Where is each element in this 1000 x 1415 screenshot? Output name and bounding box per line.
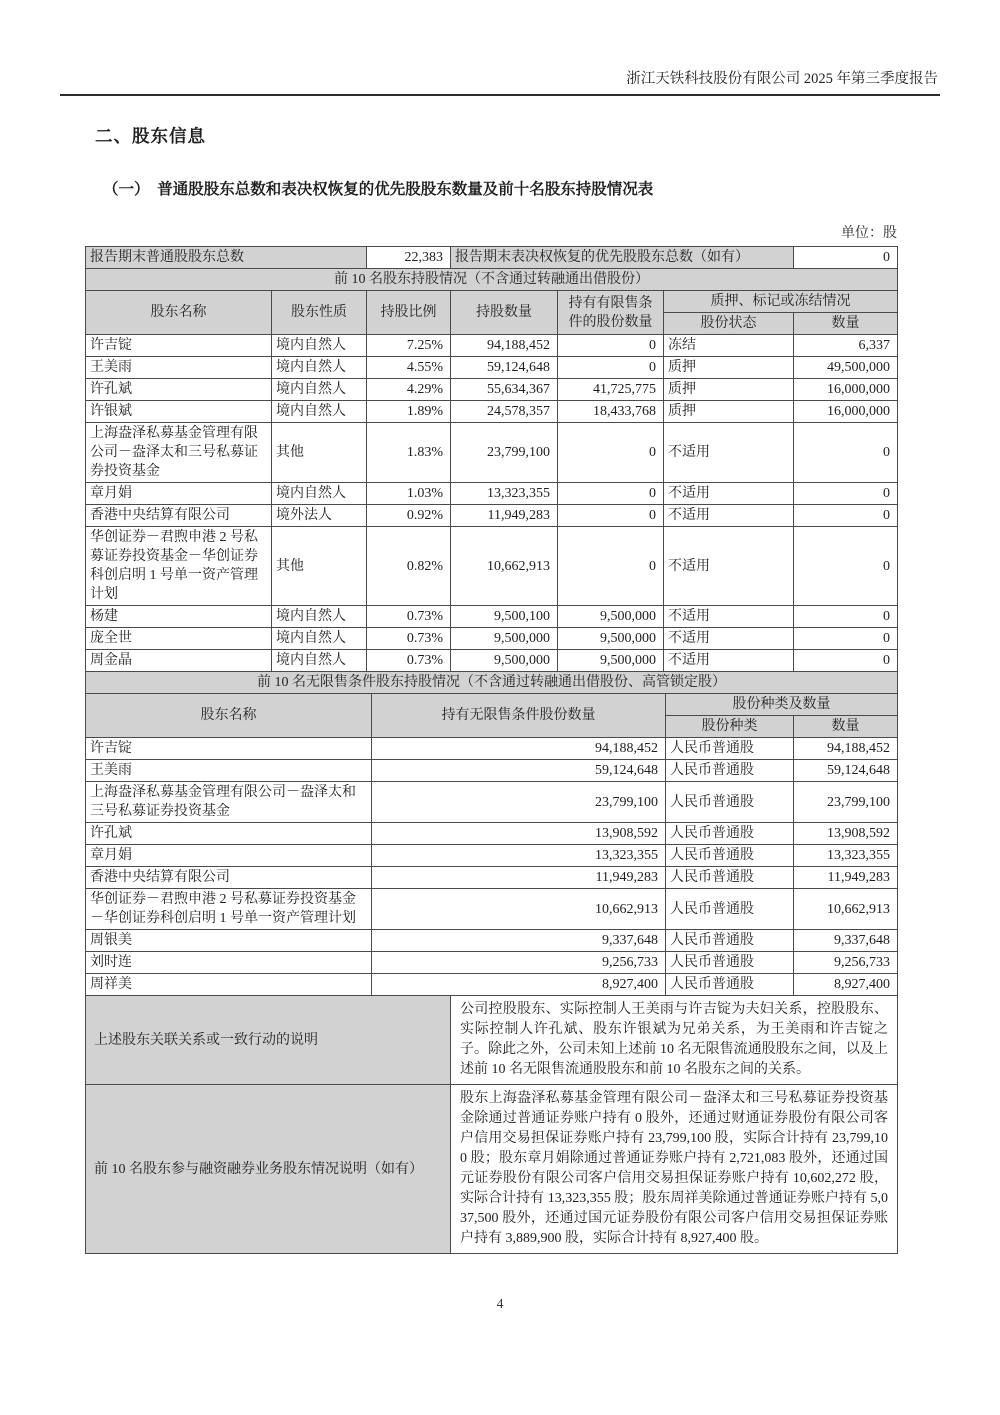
restricted-shares-cell: 41,725,775 [558,379,664,401]
col-restricted-shares: 持有有限售条件的股份数量 [558,291,664,335]
pledge-quantity-cell: 49,500,000 [794,357,898,379]
share-quantity-cell: 10,662,913 [794,889,898,930]
unrestricted-shares-cell: 10,662,913 [372,889,666,930]
unrestricted-shareholder-row [86,889,898,930]
shareholder-name-cell: 刘时连 [86,952,372,974]
pledge-quantity-cell: 0 [794,483,898,505]
shareholder-name-cell: 许吉锭 [86,335,272,357]
restricted-shares-cell: 9,500,000 [558,628,664,650]
unrestricted-shareholder-row [86,930,898,952]
shareholder-row [86,379,898,401]
shareholder-row [86,650,898,672]
share-status-cell: 质押 [664,357,794,379]
shareholder-nature-cell: 境内自然人 [272,483,367,505]
col-shareholder-nature: 股东性质 [272,291,367,335]
share-status-cell: 质押 [664,379,794,401]
pledge-quantity-cell: 6,337 [794,335,898,357]
shareholder-row [86,606,898,628]
preferred-shareholders-label: 报告期末表决权恢复的优先股股东总数（如有） [451,247,794,269]
shareholder-name-cell: 章月娟 [86,845,372,867]
share-type-cell: 人民币普通股 [666,867,794,889]
shareholder-name-cell: 华创证券－君煦申港 2 号私募证券投资基金－华创证券科创启明 1 号单一资产管理计划 [86,527,272,606]
share-status-cell: 不适用 [664,628,794,650]
share-quantity-cell: 9,256,733 [794,952,898,974]
holding-ratio-cell: 0.73% [367,650,451,672]
unrestricted-shares-cell: 13,323,355 [372,845,666,867]
share-type-cell: 人民币普通股 [666,760,794,782]
share-status-cell: 不适用 [664,606,794,628]
top10-unrestricted-table [85,671,898,996]
unrestricted-shareholder-row [86,867,898,889]
note-row [86,1085,898,1254]
shareholder-name-cell: 香港中央结算有限公司 [86,505,272,527]
shareholder-nature-cell: 境内自然人 [272,335,367,357]
shareholder-nature-cell: 境内自然人 [272,401,367,423]
shareholder-nature-cell: 其他 [272,527,367,606]
share-status-cell: 冻结 [664,335,794,357]
shareholder-nature-cell: 境内自然人 [272,606,367,628]
holding-shares-cell: 55,634,367 [451,379,558,401]
shareholder-nature-cell: 其他 [272,423,367,483]
restricted-shares-cell: 18,433,768 [558,401,664,423]
shareholder-nature-cell: 境内自然人 [272,379,367,401]
col-unrestricted-shares: 持有无限售条件股份数量 [372,694,666,738]
restricted-shares-cell: 0 [558,505,664,527]
restricted-shares-cell: 9,500,000 [558,650,664,672]
share-status-cell: 质押 [664,401,794,423]
holding-ratio-cell: 4.29% [367,379,451,401]
col-pledge-quantity: 数量 [794,313,898,335]
restricted-shares-cell: 0 [558,357,664,379]
unrestricted-shareholder-row [86,823,898,845]
notes-table [85,995,898,1254]
holding-shares-cell: 24,578,357 [451,401,558,423]
shareholder-name-cell: 庞全世 [86,628,272,650]
restricted-shares-cell: 9,500,000 [558,606,664,628]
restricted-shares-cell: 0 [558,527,664,606]
shareholder-name-cell: 王美雨 [86,357,272,379]
restricted-shares-cell: 0 [558,483,664,505]
share-type-cell: 人民币普通股 [666,823,794,845]
unrestricted-shares-cell: 13,908,592 [372,823,666,845]
col-holding-shares: 持股数量 [451,291,558,335]
section-title: 二、股东信息 [95,126,206,146]
note-label-cell: 前 10 名股东参与融资融券业务股东情况说明（如有） [86,1085,451,1254]
preferred-shareholders-value: 0 [794,247,898,269]
holding-ratio-cell: 4.55% [367,357,451,379]
shareholder-row [86,423,898,483]
restricted-shares-cell: 0 [558,335,664,357]
shareholder-name-cell: 许吉锭 [86,738,372,760]
shareholder-name-cell: 上海盎泽私募基金管理有限公司－盎泽太和三号私募证券投资基金 [86,423,272,483]
holding-ratio-cell: 1.03% [367,483,451,505]
shareholder-name-cell: 章月娟 [86,483,272,505]
col-holding-ratio: 持股比例 [367,291,451,335]
col-share-quantity: 数量 [794,716,898,738]
share-quantity-cell: 11,949,283 [794,867,898,889]
pledge-quantity-cell: 0 [794,505,898,527]
share-quantity-cell: 9,337,648 [794,930,898,952]
note-text-cell: 股东上海盎泽私募基金管理有限公司－盎泽太和三号私募证券投资基金除通过普通证券账户持有 0 股外，还通过财通证券股份有限公司客户信用交易担保证券账户持有 23,799,100 股，实际合计持有 23,799,100 股；股东章月娟除通过普通证券账户持有 2,721,083 股外，还通过国元证券股份有限公司客户信用交易担保证券账户持有 10,602,272 股，实际合计持有 13,323,355 股；股东周祥美除通过普通证券账户持有 5,037,500 股外，还通过国元证券股份有限公司客户信用交易担保证券账户持有 3,889,900 股，实际合计持有 8,927,400 股。 [451,1085,898,1254]
common-shareholders-label: 报告期末普通股股东总数 [86,247,367,269]
note-label-cell: 上述股东关联关系或一致行动的说明 [86,996,451,1085]
shareholder-name-cell: 周银美 [86,930,372,952]
holding-ratio-cell: 1.83% [367,423,451,483]
col-share-type-group: 股份种类及数量 [666,694,898,716]
share-quantity-cell: 13,323,355 [794,845,898,867]
note-text-cell: 公司控股股东、实际控制人王美雨与许吉锭为夫妇关系，控股股东、实际控制人许孔斌、股东许银斌为兄弟关系，为王美雨和许吉锭之子。除此之外，公司未知上述前 10 名无限售流通股股东之间，以及上述前 10 名无限售流通股股东和前 10 名股东之间的关系。 [451,996,898,1085]
unrestricted-shares-cell: 11,949,283 [372,867,666,889]
pledge-quantity-cell: 16,000,000 [794,379,898,401]
share-type-cell: 人民币普通股 [666,930,794,952]
table2-section-header-row [86,672,898,694]
unit-label: 单位：股 [841,226,897,241]
shareholder-row [86,401,898,423]
share-quantity-cell: 8,927,400 [794,974,898,996]
pledge-quantity-cell: 16,000,000 [794,401,898,423]
shareholder-nature-cell: 境内自然人 [272,628,367,650]
shareholder-row [86,527,898,606]
pledge-quantity-cell: 0 [794,527,898,606]
pledge-quantity-cell: 0 [794,628,898,650]
shareholder-row [86,483,898,505]
holding-shares-cell: 9,500,100 [451,606,558,628]
share-type-cell: 人民币普通股 [666,845,794,867]
top10-shareholders-table [85,246,898,672]
unrestricted-shareholder-row [86,974,898,996]
table2-header-row-1 [86,694,898,716]
col-pledge-status: 股份状态 [664,313,794,335]
share-quantity-cell: 94,188,452 [794,738,898,760]
table1-section-header-row [86,269,898,291]
holding-shares-cell: 13,323,355 [451,483,558,505]
holding-shares-cell: 9,500,000 [451,650,558,672]
holding-ratio-cell: 7.25% [367,335,451,357]
table2-section-header: 前 10 名无限售条件股东持股情况（不含通过转融通出借股份、高管锁定股） [86,672,898,694]
summary-row [86,247,898,269]
shareholder-nature-cell: 境外法人 [272,505,367,527]
holding-ratio-cell: 0.82% [367,527,451,606]
share-type-cell: 人民币普通股 [666,738,794,760]
table1-section-header: 前 10 名股东持股情况（不含通过转融通出借股份） [86,269,898,291]
col-share-type: 股份种类 [666,716,794,738]
unrestricted-shares-cell: 8,927,400 [372,974,666,996]
share-status-cell: 不适用 [664,650,794,672]
shareholder-nature-cell: 境内自然人 [272,650,367,672]
note-row [86,996,898,1085]
share-status-cell: 不适用 [664,423,794,483]
share-type-cell: 人民币普通股 [666,889,794,930]
page-number: 4 [496,1296,504,1311]
shareholder-name-cell: 许银斌 [86,401,272,423]
shareholder-row [86,335,898,357]
shareholder-row [86,357,898,379]
share-status-cell: 不适用 [664,483,794,505]
shareholder-name-cell: 华创证券－君煦申港 2 号私募证券投资基金－华创证券科创启明 1 号单一资产管理计划 [86,889,372,930]
header-divider [60,94,940,96]
col-shareholder-name: 股东名称 [86,291,272,335]
unrestricted-shares-cell: 9,256,733 [372,952,666,974]
pledge-quantity-cell: 0 [794,650,898,672]
share-status-cell: 不适用 [664,505,794,527]
restricted-shares-cell: 0 [558,423,664,483]
shareholder-name-cell: 周祥美 [86,974,372,996]
common-shareholders-value: 22,383 [367,247,451,269]
shareholder-name-cell: 周金晶 [86,650,272,672]
holding-ratio-cell: 0.73% [367,606,451,628]
holding-shares-cell: 23,799,100 [451,423,558,483]
share-type-cell: 人民币普通股 [666,952,794,974]
shareholder-name-cell: 上海盎泽私募基金管理有限公司－盎泽太和三号私募证券投资基金 [86,782,372,823]
shareholder-row [86,628,898,650]
unrestricted-shareholder-row [86,845,898,867]
share-type-cell: 人民币普通股 [666,782,794,823]
unrestricted-shares-cell: 94,188,452 [372,738,666,760]
share-type-cell: 人民币普通股 [666,974,794,996]
unrestricted-shareholder-row [86,782,898,823]
shareholder-name-cell: 许孔斌 [86,379,272,401]
col-pledge-group: 质押、标记或冻结情况 [664,291,898,313]
shareholder-name-cell: 王美雨 [86,760,372,782]
holding-shares-cell: 59,124,648 [451,357,558,379]
holding-shares-cell: 10,662,913 [451,527,558,606]
holding-shares-cell: 94,188,452 [451,335,558,357]
pledge-quantity-cell: 0 [794,606,898,628]
shareholder-name-cell: 许孔斌 [86,823,372,845]
report-header-title: 浙江天铁科技股份有限公司 2025 年第三季度报告 [626,71,938,87]
pledge-quantity-cell: 0 [794,423,898,483]
table1-header-row-1 [86,291,898,313]
holding-shares-cell: 11,949,283 [451,505,558,527]
holding-ratio-cell: 1.89% [367,401,451,423]
share-quantity-cell: 13,908,592 [794,823,898,845]
unrestricted-shares-cell: 23,799,100 [372,782,666,823]
holding-ratio-cell: 0.92% [367,505,451,527]
col-shareholder-name2: 股东名称 [86,694,372,738]
subsection-title: （一） 普通股股东总数和表决权恢复的优先股股东数量及前十名股东持股情况表 [103,181,654,198]
shareholder-name-cell: 香港中央结算有限公司 [86,867,372,889]
holding-ratio-cell: 0.73% [367,628,451,650]
shareholder-nature-cell: 境内自然人 [272,357,367,379]
unrestricted-shareholder-row [86,738,898,760]
unrestricted-shares-cell: 59,124,648 [372,760,666,782]
share-status-cell: 不适用 [664,527,794,606]
unrestricted-shareholder-row [86,952,898,974]
shareholder-name-cell: 杨建 [86,606,272,628]
unrestricted-shares-cell: 9,337,648 [372,930,666,952]
unrestricted-shareholder-row [86,760,898,782]
share-quantity-cell: 23,799,100 [794,782,898,823]
shareholder-row [86,505,898,527]
share-quantity-cell: 59,124,648 [794,760,898,782]
holding-shares-cell: 9,500,000 [451,628,558,650]
